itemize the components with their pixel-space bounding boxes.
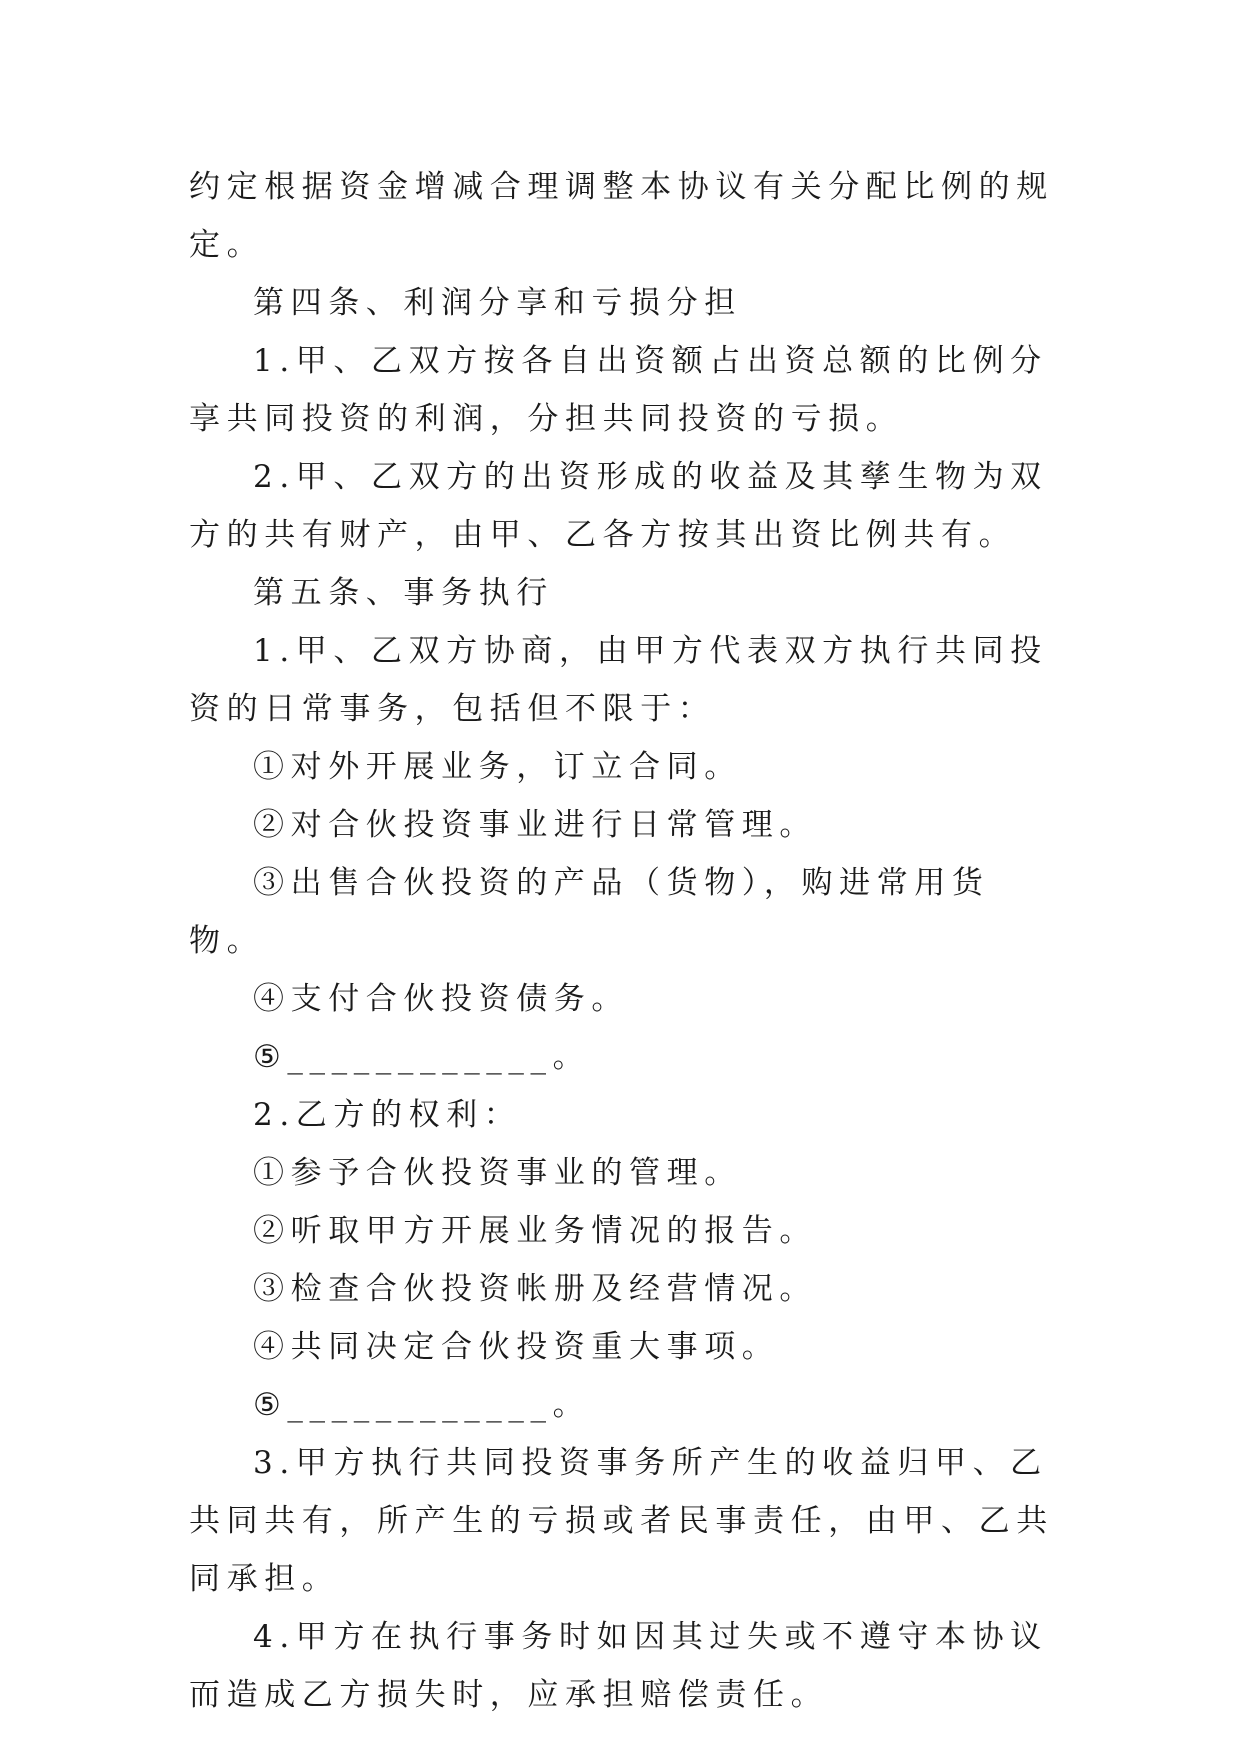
article-5-heading: 第五条、事务执行 xyxy=(253,575,554,611)
clause-2-item-2: ②听取甲方开展业务情况的报告。 xyxy=(253,1213,817,1249)
article-5-clause-2: 2.乙方的权利： xyxy=(253,1097,522,1133)
article-4-clause-2: 2.甲、乙双方的出资形成的收益及其孳生物为双方的共有财产，由甲、乙各方按其出资比例共有。 xyxy=(189,459,1048,553)
clause-1-item-1: ①对外开展业务，订立合同。 xyxy=(253,749,742,785)
paragraph-continuation: 约定根据资金增减合理调整本协议有关分配比例的规定。 xyxy=(189,169,1054,263)
clause-1-item-3: ③出售合伙投资的产品（货物），购进常用货物。 xyxy=(189,865,990,959)
clause-1-item-5-blank: ⑤____________。 xyxy=(253,1039,591,1075)
article-5-clause-3: 3.甲方执行共同投资事务所产生的收益归甲、乙共同共有，所产生的亏损或者民事责任，由甲、乙共同承担。 xyxy=(189,1445,1054,1597)
clause-2-item-4: ④共同决定合伙投资重大事项。 xyxy=(253,1329,780,1365)
article-5-clause-1: 1.甲、乙双方协商，由甲方代表双方执行共同投资的日常事务，包括但不限于： xyxy=(189,633,1048,727)
article-4-clause-1: 1.甲、乙双方按各自出资额占出资总额的比例分享共同投资的利润，分担共同投资的亏损。 xyxy=(189,343,1048,437)
article-5-clause-4: 4.甲方在执行事务时如因其过失或不遵守本协议而造成乙方损失时，应承担赔偿责任。 xyxy=(189,1619,1048,1713)
document-page xyxy=(189,158,1055,1724)
clause-1-item-4: ④支付合伙投资债务。 xyxy=(253,981,629,1017)
clause-2-item-5-blank: ⑤____________。 xyxy=(253,1387,591,1423)
article-4-heading: 第四条、利润分享和亏损分担 xyxy=(253,285,742,321)
clause-2-item-3: ③检查合伙投资帐册及经营情况。 xyxy=(253,1271,817,1307)
clause-1-item-2: ②对合伙投资事业进行日常管理。 xyxy=(253,807,817,843)
clause-2-item-1: ①参予合伙投资事业的管理。 xyxy=(253,1155,742,1191)
